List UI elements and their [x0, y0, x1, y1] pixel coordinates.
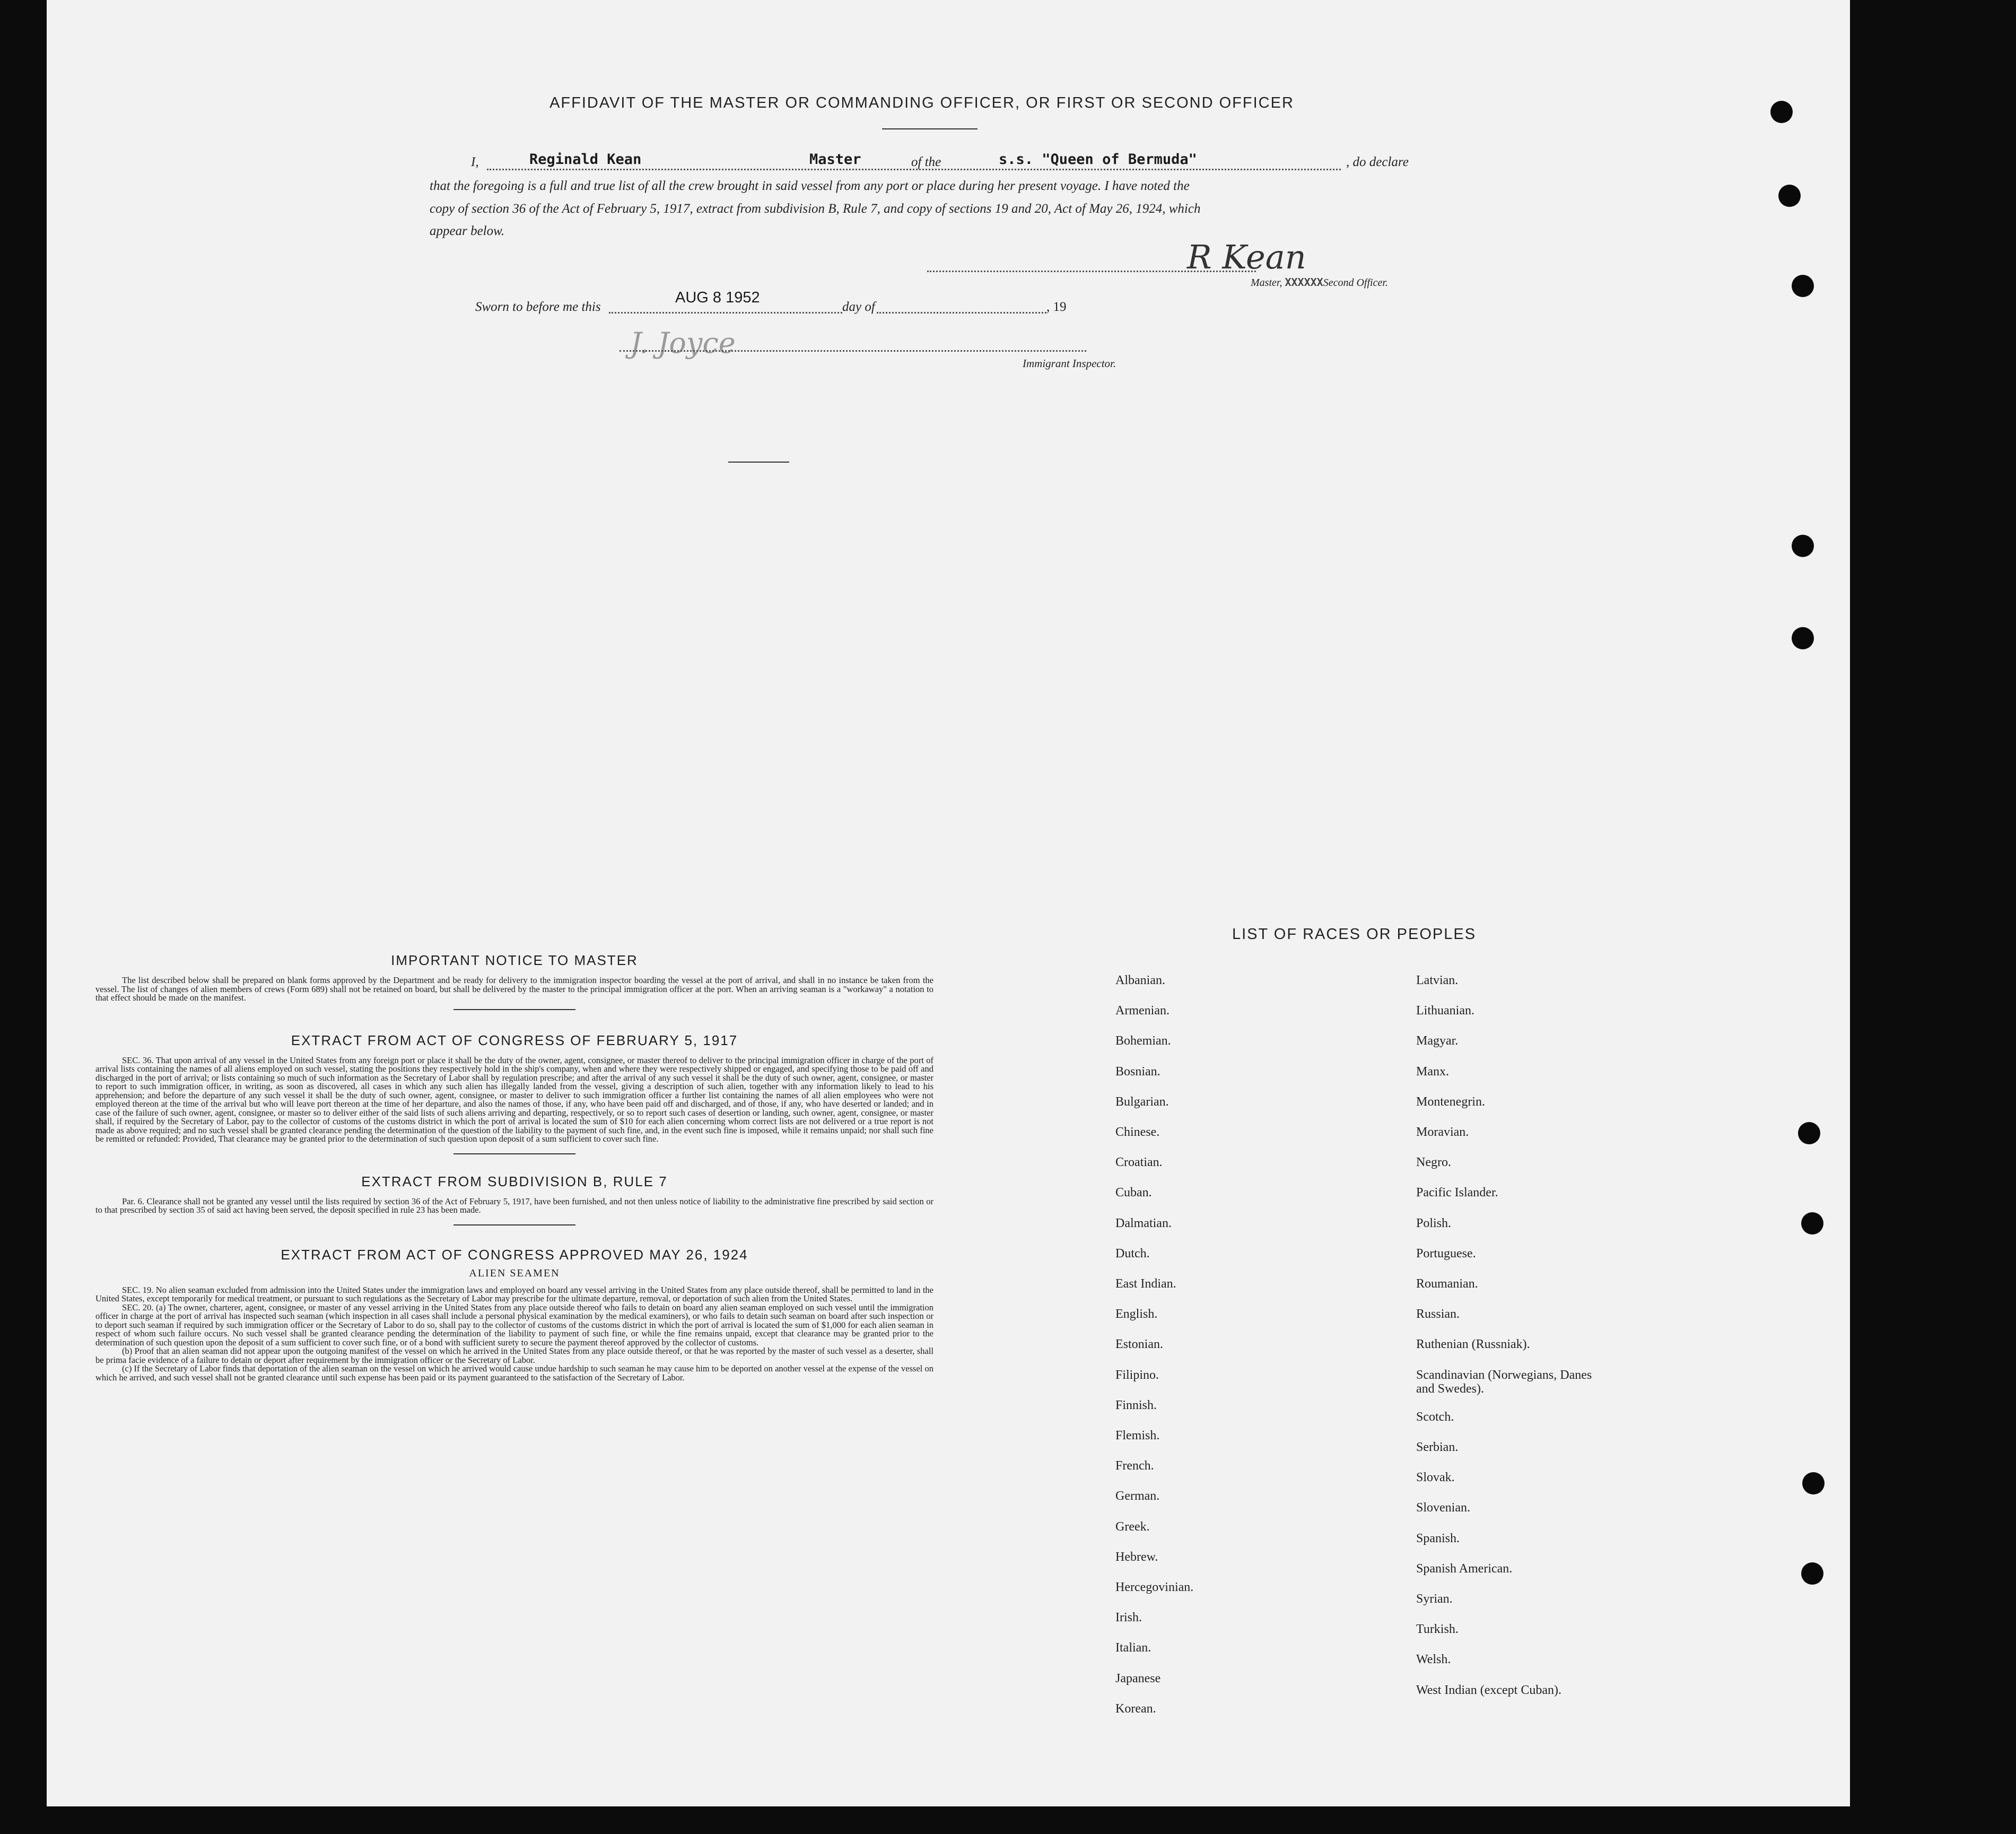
- alien-seamen-subheading: ALIEN SEAMEN: [469, 1267, 560, 1279]
- race-item: Albanian.: [1115, 974, 1165, 987]
- race-item: Negro.: [1416, 1155, 1451, 1170]
- extract-1917-divider: [453, 1153, 575, 1154]
- race-item: Spanish American.: [1416, 1561, 1513, 1576]
- race-item: Latvian.: [1416, 974, 1459, 987]
- race-item: German.: [1115, 1489, 1160, 1503]
- race-item: Turkish.: [1416, 1622, 1459, 1637]
- rule7-text: Par. 6. Clearance shall not be granted any vessel until the lists required by section 36 of the Act of February 5, 1917, have been furnished, and not then unless notice of liability to the administrative fine prescribed by said section or to that prescribed by section 35 of said act having been served, the deposit specified in rule 23 has been made.: [95, 1196, 933, 1215]
- race-item: Scotch.: [1416, 1410, 1454, 1424]
- race-item: Greek.: [1115, 1519, 1150, 1534]
- race-item: Bosnian.: [1115, 1064, 1160, 1079]
- race-item: Filipino.: [1115, 1368, 1159, 1382]
- declaration-fill-line: [487, 169, 1341, 170]
- notice-heading: IMPORTANT NOTICE TO MASTER: [391, 952, 638, 968]
- race-item: Roumanian.: [1416, 1277, 1478, 1291]
- extract-1917-heading: EXTRACT FROM ACT OF CONGRESS OF FEBRUARY 5, 1917: [291, 1032, 738, 1048]
- race-item: Irish.: [1115, 1611, 1142, 1625]
- punch-hole: [1798, 1122, 1820, 1144]
- year-prefix: , 19: [1046, 300, 1067, 314]
- punch-hole: [1778, 185, 1801, 207]
- race-item: Pacific Islander.: [1416, 1186, 1498, 1200]
- inspector-signature-line: [619, 350, 1086, 352]
- inspector-signature: J. Joyce: [630, 326, 736, 360]
- rule7-divider: [453, 1224, 575, 1225]
- race-item: East Indian.: [1115, 1277, 1176, 1291]
- race-item: Hebrew.: [1115, 1550, 1158, 1564]
- i-label: I,: [471, 155, 479, 169]
- race-item: Flemish.: [1115, 1429, 1160, 1442]
- of-the-label: of the: [911, 155, 941, 169]
- vessel-name: s.s. "Queen of Bermuda": [999, 151, 1197, 168]
- declaration-line-3: appear below.: [430, 224, 505, 238]
- notice-divider: [453, 1009, 575, 1010]
- sworn-month-line: [877, 312, 1046, 314]
- declaration-line-1: that the foregoing is a full and true list of all the crew brought in said vessel from any port or place during her present voyage. I have noted the: [430, 179, 1190, 193]
- declaration-line-2: copy of section 36 of the Act of February 5, 1917, extract from subdivision B, Rule 7, and copy of sections 19 and 20, Act of May 26, 1924, which: [430, 202, 1201, 216]
- race-item: West Indian (except Cuban).: [1416, 1683, 1561, 1697]
- punch-hole: [1792, 627, 1814, 649]
- race-item: Spanish.: [1416, 1531, 1460, 1545]
- race-item: Slovak.: [1416, 1471, 1455, 1485]
- title-divider: [882, 128, 978, 129]
- race-item: Russian.: [1416, 1307, 1460, 1322]
- sec19-text: SEC. 19. No alien seaman excluded from admission into the United States under the immigration laws and employed on board any vessel arriving in the United States from any place outside thereof, shall be permitted to land in the United States, except temporarily for medical treatment, or pursuant to such regulations as the Secretary of Labor may prescribe for the ultimate departure, removal, or deportation of such alien from the United States.: [95, 1284, 933, 1303]
- sworn-day-line: [609, 312, 842, 314]
- race-item: Syrian.: [1416, 1592, 1453, 1606]
- punch-hole: [1801, 1562, 1823, 1585]
- race-item: Italian.: [1115, 1641, 1151, 1655]
- extract-1924-heading: EXTRACT FROM ACT OF CONGRESS APPROVED MAY 26, 1924: [281, 1246, 748, 1263]
- punch-hole: [1792, 535, 1814, 557]
- race-item: Slovenian.: [1416, 1501, 1470, 1515]
- race-item: Montenegrin.: [1416, 1094, 1485, 1109]
- race-item: Finnish.: [1115, 1398, 1157, 1412]
- race-item: Bulgarian.: [1115, 1094, 1169, 1109]
- race-item: Serbian.: [1416, 1440, 1459, 1454]
- race-item: Dutch.: [1115, 1246, 1150, 1261]
- race-item: Croatian.: [1115, 1155, 1163, 1170]
- document-page: [47, 0, 1850, 1806]
- notice-text: The list described below shall be prepared on blank forms approved by the Department and be ready for delivery to the immigration inspector boarding the vessel at the port of arrival, and shall in no instance be taken from the vessel. The list of changes of alien members of crews (Form 689) shall not be retained on board, but shall be delivered by the master to the principal immigration officer at the port. When an arriving seaman is a "workaway" a notation to that effect should be made on the manifest.: [95, 975, 933, 1003]
- punch-hole: [1770, 101, 1793, 123]
- race-item: Chinese.: [1115, 1125, 1160, 1139]
- rank: Master: [809, 151, 861, 168]
- punch-hole: [1802, 1472, 1825, 1494]
- race-item: French.: [1115, 1459, 1154, 1473]
- master-signature: R Kean: [1187, 238, 1306, 276]
- race-item: Welsh.: [1416, 1653, 1451, 1667]
- date-stamp: AUG 8 1952: [675, 289, 760, 306]
- race-item: Cuban.: [1115, 1186, 1152, 1200]
- sworn-label: Sworn to before me this: [475, 300, 601, 314]
- race-item: Moravian.: [1416, 1125, 1469, 1139]
- punch-hole: [1792, 275, 1814, 297]
- race-item: Portuguese.: [1416, 1246, 1476, 1261]
- sec20c-text: (c) If the Secretary of Labor finds that deportation of the alien seaman on the vessel on which he arrived would cause undue hardship to such seaman he may cause him to be deported on another vessel at the expense of the vessel on which he arrived, and such vessel shall not be granted clearance until such expense has been paid or its payment guaranteed to the satisfaction of the Secretary of Labor.: [95, 1363, 933, 1383]
- punch-hole: [1801, 1212, 1823, 1235]
- master-name: Reginald Kean: [529, 151, 642, 168]
- race-item: Ruthenian (Russniak).: [1416, 1337, 1530, 1352]
- do-declare: , do declare: [1346, 155, 1409, 169]
- race-item: English.: [1115, 1307, 1158, 1322]
- race-item: Estonian.: [1115, 1337, 1163, 1352]
- race-item: Manx.: [1416, 1064, 1449, 1079]
- sec20a-text: SEC. 20. (a) The owner, charterer, agent, consignee, or master of any vessel arriving in the United States from any place outside thereof who fails to detain on board any alien seaman employed on such vessel until the immigration officer in charge at the port of arrival has inspected such seaman (which inspection in all cases shall include a personal physical examination by the medical examiners), or who fails to detain such seaman on board after such inspection or to deport such seaman if required by such immigration officer or the Secretary of Labor to do so, shall pay to the collector of customs of the customs district in which the port of arrival is located the sum of $1,000 for each alien seaman in respect of whom such failure occurs. No such vessel shall be granted clearance pending the determination of the liability to payment of such fine, or while the fine remains unpaid, except that clearance may be granted prior to the determination of such question upon the deposit of a sum sufficient to cover such fine, or of a bond with sufficient surety to secure the payment thereof approved by the collector of customs.: [95, 1302, 933, 1348]
- race-item: Bohemian.: [1115, 1034, 1171, 1048]
- extract-1917-text: SEC. 36. That upon arrival of any vessel in the United States from any foreign port or place it shall be the duty of the owner, agent, consignee, or master thereof to deliver to the principal immigration officer in charge of the port of arrival lists containing the names of all aliens employed on such vessel, stating the positions they respectively hold in the ship's company, when and where they were respectively shipped or engaged, and specifying those to be paid off and discharged in the port of arrival; or lists containing so much of such information as the Secretary of Labor shall by regulation prescribe; and after the arrival of any such vessel it shall be the duty of such owner, agent, consignee, or master to report to such immigration officer, in writing, as soon as discovered, all cases in which any such alien has illegally landed from the vessel, giving a description of such alien, together with any information likely to lead to his apprehension; and before the departure of any such vessel it shall be the duty of such owner, agent, consignee, or master to deliver to such immigration officer a further list containing the names of all alien employees who were not employed thereon at the time of the arrival but who will leave port thereon at the time of her departure, and also the names of those, if any, who have been paid off and discharged, and of those, if any, who have deserted or landed; and in case of the failure of such owner, agent, consignee, or master so to deliver either of the said lists of such aliens arriving and departing, respectively, or so to report such cases of desertion or landing, such owner, agent, consignee, or master shall, if required by the Secretary of Labor, pay to the collector of customs of the customs district in which the port of arrival is located the sum of $10 for each alien concerning whom correct lists are not delivered or a true report is not made as above required; and no such vessel shall be granted clearance pending the determination of the question of the liability to the payment of such fine, and, in the event such fine is imposed, while it remains unpaid; nor shall such fine be remitted or refunded: Provided, That clearance may be granted prior to the determination of such question upon deposit of a sum sufficient to cover such fine.: [95, 1055, 933, 1144]
- race-item: Polish.: [1416, 1216, 1452, 1230]
- section-divider: [728, 462, 789, 463]
- inspector-caption: Immigrant Inspector.: [1023, 357, 1116, 370]
- race-item: Dalmatian.: [1115, 1216, 1172, 1230]
- signer-caption: Master, XXXXXXSecond Officer.: [1251, 276, 1388, 289]
- race-item: Korean.: [1115, 1701, 1156, 1716]
- race-item: Hercegovinian.: [1115, 1580, 1194, 1594]
- sec20b-text: (b) Proof that an alien seaman did not appear upon the outgoing manifest of the vessel on which he arrived in the United States from any place outside thereof, or that he was reported by the master of such vessel as a deserter, shall be prima facie evidence of a failure to detain or deport after requirement by the immigration officer or the Secretary of Labor.: [95, 1346, 933, 1365]
- races-title: LIST OF RACES OR PEOPLES: [1232, 926, 1477, 943]
- notice-block: [95, 952, 933, 1382]
- race-item: Magyar.: [1416, 1034, 1459, 1048]
- race-item: Armenian.: [1115, 1004, 1170, 1018]
- race-item: Scandinavian (Norwegians, Danes and Swedes).: [1416, 1368, 1592, 1396]
- rule7-heading: EXTRACT FROM SUBDIVISION B, RULE 7: [361, 1173, 668, 1189]
- race-item: Japanese: [1115, 1671, 1161, 1685]
- affidavit-title: AFFIDAVIT OF THE MASTER OR COMMANDING OFFICER, OR FIRST OR SECOND OFFICER: [549, 94, 1294, 111]
- day-of-label: day of: [842, 300, 875, 314]
- race-item: Lithuanian.: [1416, 1004, 1474, 1018]
